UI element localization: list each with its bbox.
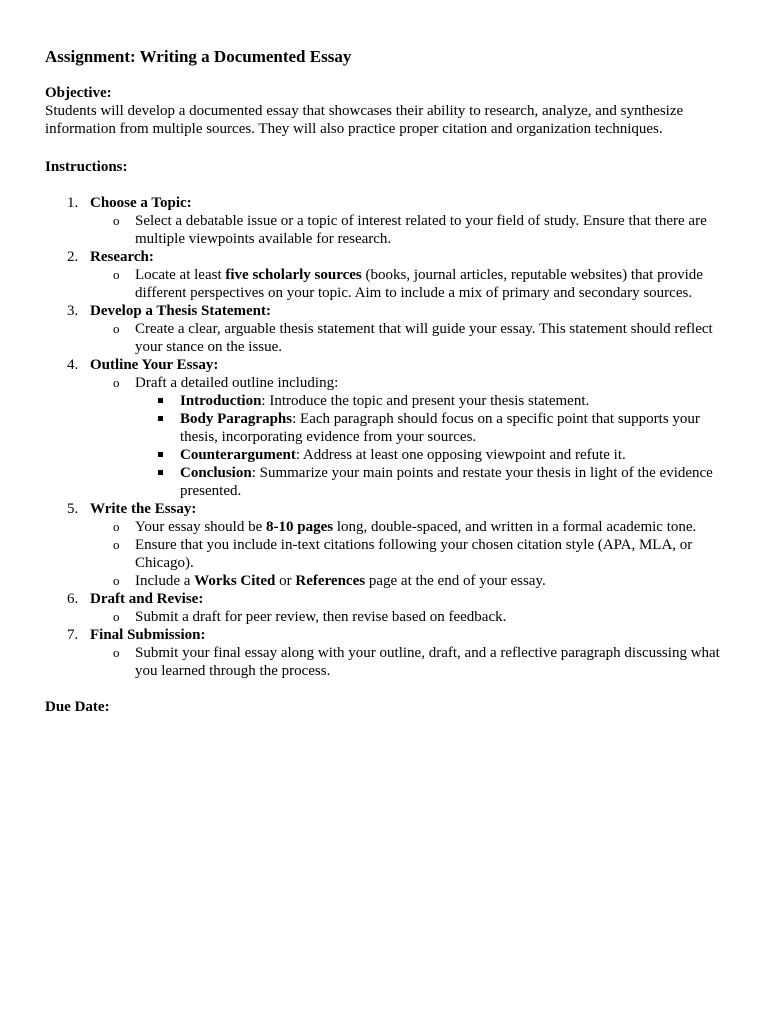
objective-text: Students will develop a documented essay that showcases their ability to research, analyze, and synthesize information from multiple sources. They will also practice proper citation and organization techniques. [45, 103, 684, 137]
instructions-label: Instructions: [45, 159, 128, 175]
circle-bullet-icon: o [113, 213, 120, 228]
outline-item-term: Body Paragraphs [180, 411, 293, 427]
outline-item [135, 392, 735, 410]
detail-text-pre: Your essay should be [135, 519, 266, 535]
document-page [45, 46, 735, 716]
step-title: Outline Your Essay: [90, 357, 219, 373]
step-details [90, 212, 735, 248]
detail-emphasis: References [295, 573, 366, 589]
outline-item-term: Counterargument [180, 447, 296, 463]
step-item [45, 626, 735, 680]
detail-text-post: long, double-spaced, and written in a formal academic tone. [333, 519, 697, 535]
objective-label: Objective: [45, 85, 112, 101]
detail-text-mid: or [275, 573, 296, 589]
square-bullet-icon [158, 398, 163, 403]
circle-bullet-icon: o [113, 573, 120, 588]
detail-item [90, 518, 735, 536]
circle-bullet-icon: o [113, 321, 120, 336]
outline-item [135, 410, 735, 446]
detail-item [90, 320, 735, 356]
step-details [90, 608, 735, 626]
step-details [90, 644, 735, 680]
step-number: 5. [67, 501, 79, 517]
circle-bullet-icon: o [113, 267, 120, 282]
square-bullet-icon [158, 470, 163, 475]
detail-item [90, 536, 735, 572]
outline-item-term: Introduction [180, 393, 262, 409]
circle-bullet-icon: o [113, 537, 120, 552]
step-number: 2. [67, 249, 79, 265]
step-item [45, 356, 735, 500]
circle-bullet-icon: o [113, 609, 120, 624]
due-date-label: Due Date: [45, 699, 110, 715]
step-title: Draft and Revise: [90, 591, 204, 607]
detail-text-pre: Include a [135, 573, 195, 589]
step-item [45, 500, 735, 590]
detail-item [90, 644, 735, 680]
step-number: 4. [67, 357, 79, 373]
detail-text: Draft a detailed outline including: [135, 375, 339, 391]
circle-bullet-icon: o [113, 645, 120, 660]
outline-item [135, 464, 735, 500]
step-details [90, 374, 735, 500]
outline-item-term: Conclusion [180, 465, 252, 481]
detail-item [90, 374, 735, 500]
step-details [90, 320, 735, 356]
detail-item [90, 212, 735, 248]
detail-text: Create a clear, arguable thesis statement that will guide your essay. This statement should reflect your stance on the issue. [135, 321, 713, 355]
instruction-steps [45, 194, 735, 680]
outline-item-text: : Summarize your main points and restate your thesis in light of the evidence presented. [180, 465, 713, 499]
step-item [45, 302, 735, 356]
detail-emphasis: 8-10 pages [265, 519, 334, 535]
step-details [90, 518, 735, 590]
step-title: Final Submission: [90, 627, 206, 643]
square-bullet-icon [158, 416, 163, 421]
step-item [45, 248, 735, 302]
detail-text: Submit your final essay along with your outline, draft, and a reflective paragraph discussing what you learned through the process. [135, 645, 720, 679]
outline-item-text: : Address at least one opposing viewpoint and refute it. [295, 447, 626, 463]
step-item [45, 194, 735, 248]
outline-item-text: : Each paragraph should focus on a specific point that supports your thesis, incorporating evidence from your sources. [180, 411, 700, 445]
step-number: 7. [67, 627, 79, 643]
step-title: Develop a Thesis Statement: [90, 303, 271, 319]
detail-text-post: (books, journal articles, reputable websites) that provide different perspectives on your topic. Aim to include a mix of primary and secondary sources. [135, 267, 703, 301]
outline-list [135, 392, 735, 500]
outline-item [135, 446, 735, 464]
step-number: 3. [67, 303, 79, 319]
circle-bullet-icon: o [113, 519, 120, 534]
square-bullet-icon [158, 452, 163, 457]
step-number: 6. [67, 591, 79, 607]
detail-item [90, 266, 735, 302]
step-title: Research: [90, 249, 154, 265]
detail-text-pre: Locate at least [135, 267, 226, 283]
detail-text: Submit a draft for peer review, then revise based on feedback. [135, 609, 507, 625]
circle-bullet-icon: o [113, 375, 120, 390]
step-number: 1. [67, 195, 79, 211]
step-details [90, 266, 735, 302]
detail-text-post: page at the end of your essay. [365, 573, 546, 589]
step-title: Choose a Topic: [90, 195, 192, 211]
detail-emphasis: Works Cited [194, 573, 276, 589]
detail-text: Ensure that you include in-text citations following your chosen citation style (APA, MLA, or Chicago). [135, 537, 693, 571]
detail-item [90, 608, 735, 626]
detail-emphasis: five scholarly sources [225, 267, 362, 283]
step-item [45, 590, 735, 626]
detail-text: Select a debatable issue or a topic of interest related to your field of study. Ensure that there are multiple viewpoints available for research. [135, 213, 707, 247]
step-title: Write the Essay: [90, 501, 197, 517]
document-title: Assignment: Writing a Documented Essay [45, 47, 352, 66]
outline-item-text: : Introduce the topic and present your thesis statement. [261, 393, 590, 409]
detail-item [90, 572, 735, 590]
